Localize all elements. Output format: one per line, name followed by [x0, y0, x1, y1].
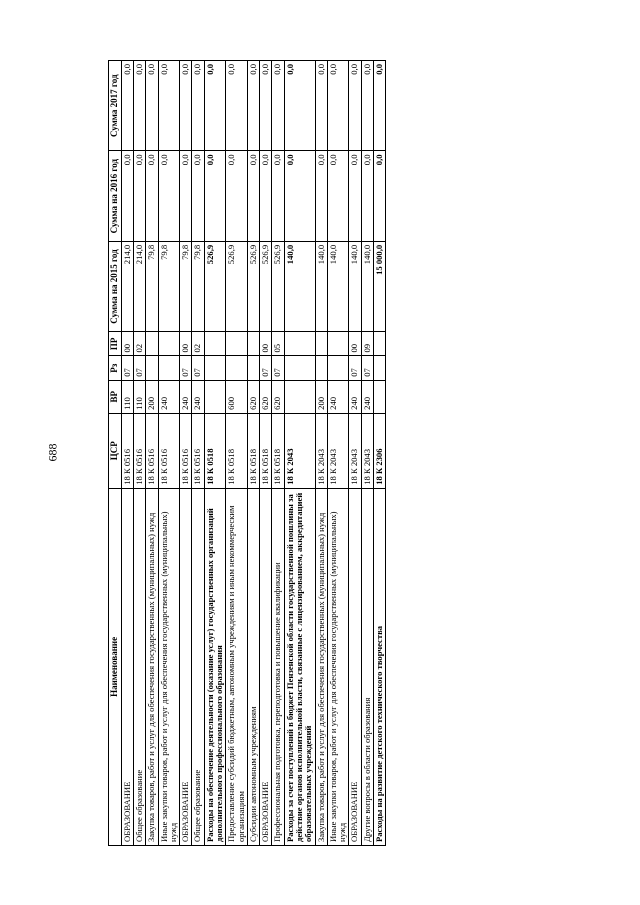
rotated-table-container: [108, 60, 534, 846]
cell-csr: 18 К 0516: [121, 413, 133, 488]
cell-sum-2017: 0,0: [158, 61, 180, 151]
cell-sum-2017: 0,0: [204, 61, 226, 151]
cell-vr: 240: [327, 380, 349, 413]
cell-pr: 00: [349, 332, 361, 356]
cell-name: Закупка товаров, работ и услуг для обеспечения государственных (муниципальных) нужд: [146, 488, 158, 845]
table-row: [158, 61, 180, 846]
cell-csr: 18 К 0516: [146, 413, 158, 488]
cell-sum-2016: 0,0: [134, 151, 146, 241]
cell-rz: 07: [349, 356, 361, 380]
cell-pr: [204, 332, 226, 356]
cell-vr: 620: [260, 380, 272, 413]
cell-pr: [327, 332, 349, 356]
table-row: [121, 61, 133, 846]
cell-vr: 200: [315, 380, 327, 413]
cell-pr: 09: [361, 332, 373, 356]
cell-pr: [247, 332, 259, 356]
header-sum-2017: Сумма 2017 год: [109, 61, 122, 151]
cell-pr: [146, 332, 158, 356]
cell-sum-2015: 15 000,0: [373, 241, 385, 331]
cell-sum-2015: 140,0: [361, 241, 373, 331]
cell-sum-2015: 79,8: [158, 241, 180, 331]
table-row: [272, 61, 284, 846]
cell-sum-2015: 526,9: [247, 241, 259, 331]
cell-sum-2016: 0,0: [226, 151, 248, 241]
table-row: [349, 61, 361, 846]
table-row: [327, 61, 349, 846]
cell-rz: 07: [192, 356, 204, 380]
cell-name: ОБРАЗОВАНИЕ: [180, 488, 192, 845]
page-number: 688: [45, 443, 60, 462]
cell-pr: [226, 332, 248, 356]
cell-vr: 620: [272, 380, 284, 413]
cell-sum-2016: 0,0: [146, 151, 158, 241]
cell-name: ОБРАЗОВАНИЕ: [260, 488, 272, 845]
cell-csr: 18 К 2043: [284, 413, 315, 488]
cell-sum-2016: 0,0: [121, 151, 133, 241]
cell-sum-2015: 140,0: [349, 241, 361, 331]
cell-pr: 02: [134, 332, 146, 356]
cell-csr: 18 К 2043: [315, 413, 327, 488]
cell-pr: 05: [272, 332, 284, 356]
cell-sum-2016: 0,0: [247, 151, 259, 241]
cell-vr: [373, 380, 385, 413]
header-pr: ПР: [109, 332, 122, 356]
cell-name: Общее образование: [134, 488, 146, 845]
cell-sum-2017: 0,0: [272, 61, 284, 151]
table-row: [180, 61, 192, 846]
cell-sum-2016: 0,0: [204, 151, 226, 241]
cell-name: ОБРАЗОВАНИЕ: [121, 488, 133, 845]
header-name: Наименование: [109, 488, 122, 845]
cell-csr: 18 К 0516: [158, 413, 180, 488]
cell-rz: [373, 356, 385, 380]
cell-vr: 110: [134, 380, 146, 413]
cell-name: Общее образование: [192, 488, 204, 845]
cell-name: Иные закупки товаров, работ и услуг для обеспечения государственных (муниципальных) нужд: [327, 488, 349, 845]
table-row: [373, 61, 385, 846]
cell-sum-2016: 0,0: [361, 151, 373, 241]
cell-sum-2015: 140,0: [327, 241, 349, 331]
cell-rz: [158, 356, 180, 380]
cell-csr: 18 К 0518: [204, 413, 226, 488]
cell-rz: [327, 356, 349, 380]
cell-pr: 00: [260, 332, 272, 356]
cell-vr: 240: [361, 380, 373, 413]
cell-pr: [284, 332, 315, 356]
cell-sum-2016: 0,0: [349, 151, 361, 241]
cell-sum-2017: 0,0: [226, 61, 248, 151]
document-page: [108, 60, 534, 846]
cell-name: Иные закупки товаров, работ и услуг для обеспечения государственных (муниципальных) нужд: [158, 488, 180, 845]
header-vr: ВР: [109, 380, 122, 413]
cell-sum-2017: 0,0: [192, 61, 204, 151]
cell-vr: 240: [349, 380, 361, 413]
cell-csr: 18 К 0516: [134, 413, 146, 488]
cell-name: Субсидии автономным учреждениям: [247, 488, 259, 845]
cell-csr: 18 К 0516: [180, 413, 192, 488]
cell-pr: [373, 332, 385, 356]
cell-rz: 07: [260, 356, 272, 380]
cell-sum-2016: 0,0: [260, 151, 272, 241]
cell-rz: [226, 356, 248, 380]
cell-vr: 240: [180, 380, 192, 413]
cell-name: Расходы на развитие детского технического творчества: [373, 488, 385, 845]
cell-sum-2016: 0,0: [180, 151, 192, 241]
cell-sum-2015: 526,9: [226, 241, 248, 331]
table-row: [226, 61, 248, 846]
cell-vr: 620: [247, 380, 259, 413]
cell-sum-2017: 0,0: [146, 61, 158, 151]
cell-sum-2015: 79,8: [192, 241, 204, 331]
cell-sum-2015: 79,8: [146, 241, 158, 331]
cell-sum-2017: 0,0: [349, 61, 361, 151]
cell-sum-2015: 526,9: [204, 241, 226, 331]
cell-sum-2015: 79,8: [180, 241, 192, 331]
cell-sum-2016: 0,0: [272, 151, 284, 241]
cell-rz: 07: [121, 356, 133, 380]
table-row: [192, 61, 204, 846]
cell-pr: [315, 332, 327, 356]
cell-pr: [158, 332, 180, 356]
cell-name: Расходы на обеспечение деятельности (оказание услуг) государственных организаций дополнительного профессионального образования: [204, 488, 226, 845]
cell-csr: 18 К 0518: [260, 413, 272, 488]
cell-sum-2017: 0,0: [180, 61, 192, 151]
cell-csr: 18 К 2306: [373, 413, 385, 488]
cell-sum-2015: 140,0: [284, 241, 315, 331]
cell-sum-2016: 0,0: [284, 151, 315, 241]
table-row: [315, 61, 327, 846]
cell-vr: [204, 380, 226, 413]
cell-name: Закупка товаров, работ и услуг для обеспечения государственных (муниципальных) нужд: [315, 488, 327, 845]
cell-sum-2015: 214,0: [121, 241, 133, 331]
cell-rz: 07: [180, 356, 192, 380]
cell-sum-2017: 0,0: [121, 61, 133, 151]
cell-sum-2017: 0,0: [260, 61, 272, 151]
cell-vr: 200: [146, 380, 158, 413]
table-row: [284, 61, 315, 846]
cell-pr: 02: [192, 332, 204, 356]
cell-vr: 110: [121, 380, 133, 413]
cell-rz: 07: [361, 356, 373, 380]
cell-csr: 18 К 2043: [349, 413, 361, 488]
table-row: [260, 61, 272, 846]
cell-rz: [204, 356, 226, 380]
cell-name: Другие вопросы в области образования: [361, 488, 373, 845]
header-rz: Рз: [109, 356, 122, 380]
cell-sum-2017: 0,0: [327, 61, 349, 151]
table-row: [146, 61, 158, 846]
cell-name: Предоставление субсидий бюджетным, автономным учреждениям и иным некоммерческим организациям: [226, 488, 248, 845]
cell-pr: 00: [180, 332, 192, 356]
cell-sum-2016: 0,0: [315, 151, 327, 241]
cell-sum-2017: 0,0: [284, 61, 315, 151]
header-sum-2016: Сумма на 2016 год: [109, 151, 122, 241]
cell-csr: 18 К 0516: [192, 413, 204, 488]
cell-csr: 18 К 2043: [327, 413, 349, 488]
cell-pr: 00: [121, 332, 133, 356]
cell-sum-2016: 0,0: [327, 151, 349, 241]
budget-table: [108, 60, 386, 846]
cell-csr: 18 К 0518: [247, 413, 259, 488]
cell-sum-2015: 526,9: [272, 241, 284, 331]
header-sum-2015: Сумма на 2015 год: [109, 241, 122, 331]
cell-rz: 07: [272, 356, 284, 380]
cell-rz: [315, 356, 327, 380]
cell-sum-2017: 0,0: [361, 61, 373, 151]
cell-sum-2015: 214,0: [134, 241, 146, 331]
header-csr: ЦСР: [109, 413, 122, 488]
cell-vr: 240: [158, 380, 180, 413]
cell-vr: 600: [226, 380, 248, 413]
cell-csr: 18 К 0518: [272, 413, 284, 488]
cell-csr: 18 К 0518: [226, 413, 248, 488]
cell-sum-2015: 140,0: [315, 241, 327, 331]
cell-vr: 240: [192, 380, 204, 413]
table-header-row: [109, 61, 122, 846]
table-row: [361, 61, 373, 846]
cell-rz: [146, 356, 158, 380]
cell-sum-2015: 526,9: [260, 241, 272, 331]
cell-name: Расходы за счет поступлений в бюджет Пензенской области государственной пошлины за действие органов исполнительной власти, связанные с лицензированием, аккредитацией образовательных учреждений: [284, 488, 315, 845]
cell-sum-2016: 0,0: [373, 151, 385, 241]
table-row: [247, 61, 259, 846]
cell-name: Профессиональная подготовка, переподготовка и повышение квалификации: [272, 488, 284, 845]
cell-rz: [247, 356, 259, 380]
cell-name: ОБРАЗОВАНИЕ: [349, 488, 361, 845]
table-row: [134, 61, 146, 846]
cell-rz: [284, 356, 315, 380]
table-row: [204, 61, 226, 846]
cell-rz: 07: [134, 356, 146, 380]
cell-sum-2017: 0,0: [134, 61, 146, 151]
cell-sum-2017: 0,0: [315, 61, 327, 151]
cell-sum-2017: 0,0: [373, 61, 385, 151]
cell-vr: [284, 380, 315, 413]
cell-sum-2016: 0,0: [158, 151, 180, 241]
cell-sum-2016: 0,0: [192, 151, 204, 241]
cell-sum-2017: 0,0: [247, 61, 259, 151]
cell-csr: 18 К 2043: [361, 413, 373, 488]
